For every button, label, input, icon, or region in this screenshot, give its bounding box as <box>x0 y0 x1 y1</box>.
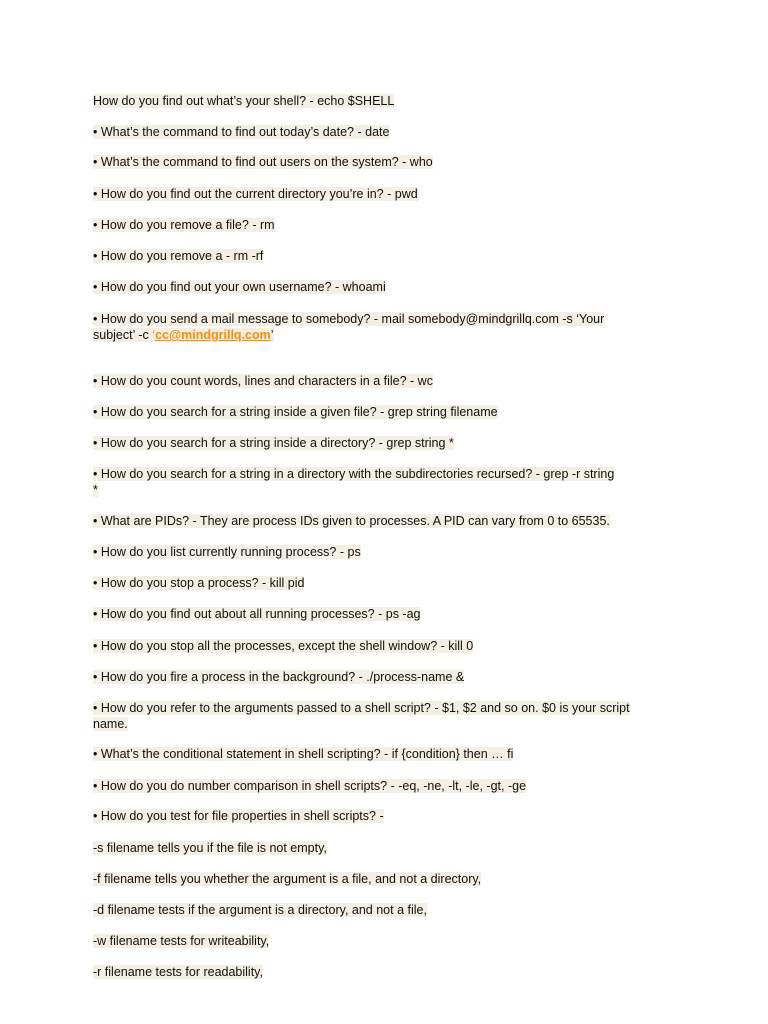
qa-conditional: • What’s the conditional statement in shell scripting? - if {condition} then … fi <box>93 747 514 761</box>
qa-date: • What’s the command to find out today’s date? - date <box>93 125 390 139</box>
qa-who: • What’s the command to find out users on the system? - who <box>93 155 433 169</box>
qa-background: • How do you fire a process in the background? - ./process-name & <box>93 670 465 684</box>
test-f: -f filename tells you whether the argument is a file, and not a directory, <box>93 872 482 886</box>
qa-ps: • How do you list currently running process? - ps <box>93 545 361 559</box>
qa-grep-recursive: • How do you search for a string in a directory with the subdirectories recursed? - grep -r string * <box>93 467 615 497</box>
qa-grep-dir: • How do you search for a string inside a directory? - grep string * <box>93 436 454 450</box>
test-r: -r filename tests for readability, <box>93 965 263 979</box>
qa-file-properties: • How do you test for file properties in shell scripts? - <box>93 809 384 823</box>
qa-pwd: • How do you find out the current directory you’re in? - pwd <box>93 187 418 201</box>
qa-wc: • How do you count words, lines and characters in a file? - wc <box>93 374 433 388</box>
qa-kill: • How do you stop a process? - kill pid <box>93 576 305 590</box>
test-w: -w filename tests for writeability, <box>93 934 270 948</box>
qa-mail: • How do you send a mail message to somebody? - mail somebody@mindgrillq.com -s ‘Your subject’ -c ‘cc@mindgrillq.com’ <box>93 312 605 342</box>
qa-whoami: • How do you find out your own username? - whoami <box>93 280 386 294</box>
qa-kill-0: • How do you stop all the processes, except the shell window? - kill 0 <box>93 639 474 653</box>
email-link[interactable]: cc@mindgrillq.com <box>155 328 271 342</box>
qa-arguments: • How do you refer to the arguments passed to a shell script? - $1, $2 and so on. $0 is your script name. <box>93 701 630 731</box>
test-s: -s filename tells you if the file is not empty, <box>93 841 327 855</box>
qa-grep-file: • How do you search for a string inside a given file? - grep string filename <box>93 405 498 419</box>
qa-rm-rf: • How do you remove a - rm -rf <box>93 249 264 263</box>
qa-shell: How do you find out what’s your shell? - echo $SHELL <box>93 94 395 108</box>
qa-pids: • What are PIDs? - They are process IDs given to processes. A PID can vary from 0 to 65535. <box>93 514 610 528</box>
qa-number-comparison: • How do you do number comparison in shell scripts? - -eq, -ne, -lt, -le, -gt, -ge <box>93 779 527 793</box>
qa-rm: • How do you remove a file? - rm <box>93 218 275 232</box>
test-d: -d filename tests if the argument is a directory, and not a file, <box>93 903 427 917</box>
qa-ps-ag: • How do you find out about all running processes? - ps -ag <box>93 607 421 621</box>
